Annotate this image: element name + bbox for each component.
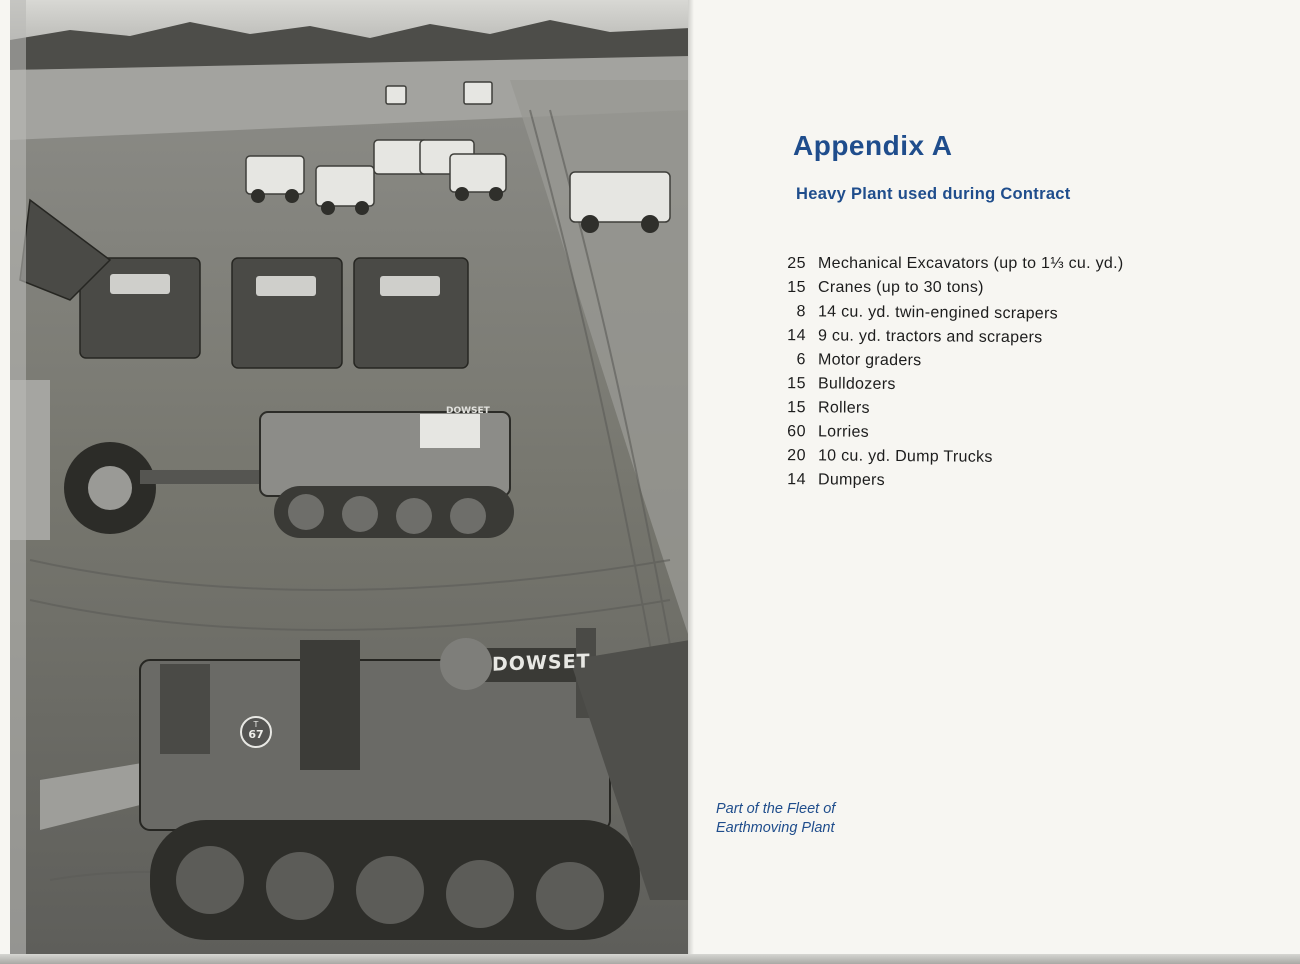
item-quantity: 20 (787, 447, 807, 465)
list-item (780, 396, 1124, 423)
list-item (780, 348, 1124, 375)
page-bottom-edge (0, 954, 1300, 964)
page-gutter (688, 0, 694, 964)
item-description: Motor graders (817, 351, 922, 370)
badge-number: 67 (248, 728, 264, 741)
item-description: Cranes (up to 30 tons) (818, 279, 984, 296)
badge-letter: T (253, 720, 259, 729)
list-item (780, 300, 1124, 327)
vehicle-lettering-small: DOWSET (446, 406, 490, 416)
list-item (780, 252, 1123, 276)
list-item (780, 276, 1123, 300)
item-quantity: 8 (796, 303, 807, 321)
item-quantity: 60 (787, 423, 807, 441)
item-description: Dumpers (817, 471, 886, 489)
photo-illustration (10, 0, 690, 956)
list-item (780, 372, 1124, 399)
photo-caption (716, 800, 916, 838)
item-description: Mechanical Excavators (up to 1⅓ cu. yd.) (818, 255, 1124, 272)
vehicle-lettering-main: DOWSET (492, 650, 591, 676)
item-description: Rollers (817, 399, 870, 417)
photo-left-edge (10, 0, 26, 956)
list-item (780, 420, 1124, 447)
mid-tractor-highlights (110, 274, 440, 296)
heavy-plant-list (780, 252, 1123, 492)
caption-line-2: Earthmoving Plant (716, 820, 835, 836)
item-quantity: 15 (787, 279, 806, 296)
vehicle-number-badge (240, 716, 272, 748)
item-description: Bulldozers (817, 375, 896, 394)
item-quantity: 6 (796, 351, 807, 369)
item-description: 10 cu. yd. Dump Trucks (817, 447, 993, 466)
list-item (780, 468, 1124, 495)
appendix-title: Appendix A (793, 130, 953, 161)
appendix-subtitle: Heavy Plant used during Contract (796, 185, 1071, 203)
item-quantity: 14 (787, 471, 807, 489)
earthmoving-fleet-photo (10, 0, 690, 956)
item-description: 9 cu. yd. tractors and scrapers (817, 327, 1043, 347)
item-quantity: 25 (787, 255, 806, 272)
item-quantity: 15 (787, 375, 807, 393)
list-item (780, 444, 1124, 471)
item-description: 14 cu. yd. twin-engined scrapers (817, 303, 1059, 323)
list-item (780, 324, 1124, 351)
item-description: Lorries (817, 423, 870, 441)
item-quantity: 14 (787, 327, 807, 345)
caption-line-1: Part of the Fleet of (716, 801, 836, 817)
item-quantity: 15 (787, 399, 807, 417)
